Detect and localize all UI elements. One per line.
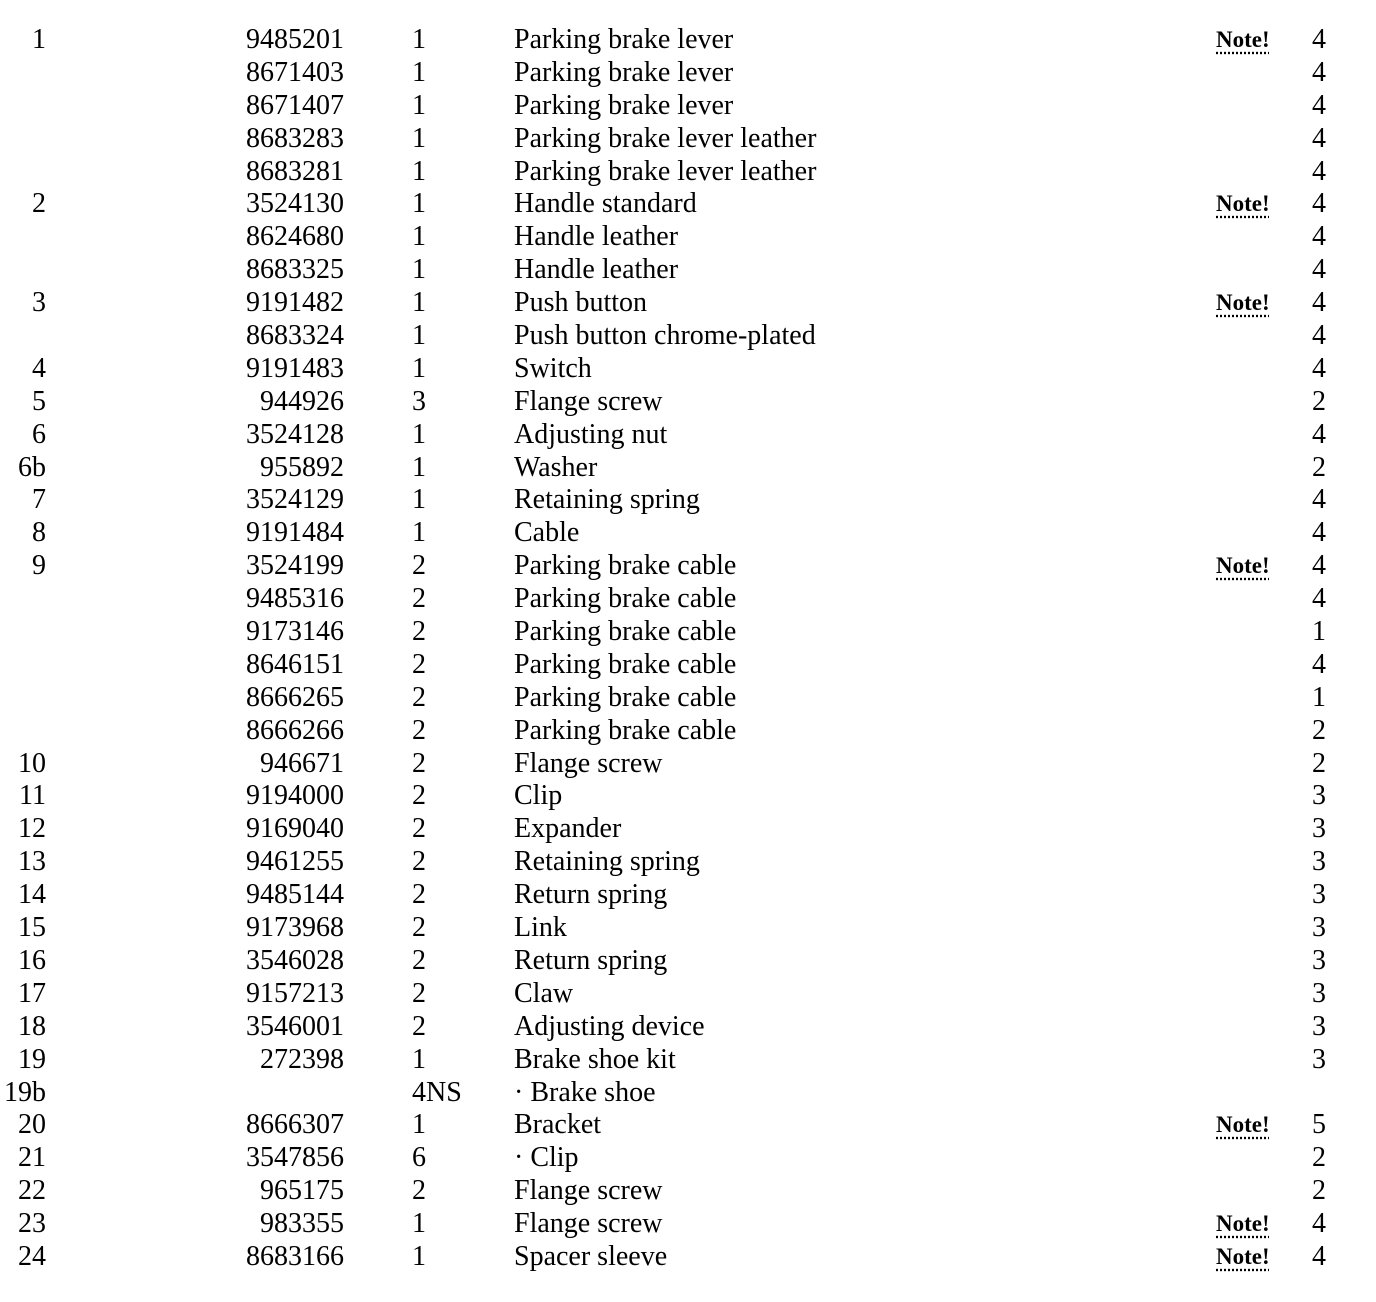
table-row [0,254,1376,287]
part-number: 9191483 [246,352,344,384]
part-description: Parking brake cable [514,714,737,746]
note-link[interactable]: Note! [1216,1112,1270,1138]
group-number: 4 [1312,155,1326,187]
note-link[interactable]: Note! [1216,27,1270,52]
quantity: 2 [412,681,426,713]
group-number: 4 [1312,484,1326,516]
group-number: 1 [1312,681,1326,713]
part-description: Expander [514,813,622,845]
part-number: 3524199 [246,550,344,582]
table-row [0,1011,1376,1044]
group-number: 4 [1312,24,1326,55]
group-number: 2 [1312,714,1326,746]
group-number: 4 [1312,56,1326,88]
group-number: 4 [1312,320,1326,352]
table-row [0,550,1376,583]
part-number: 8671407 [246,89,344,121]
part-description: Claw [514,977,574,1009]
note-link[interactable]: Note! [1216,290,1270,316]
quantity: 1 [412,1043,426,1075]
group-number: 2 [1312,1175,1326,1207]
quantity: 2 [412,583,426,615]
group-number: 4 [1312,122,1326,154]
note-link[interactable]: Note! [1216,553,1270,579]
part-number: 9461255 [246,846,344,878]
quantity: 1 [412,24,426,55]
table-row [0,583,1376,616]
part-description: Adjusting nut [514,418,668,450]
part-number: 8683324 [246,320,344,352]
table-row [0,813,1376,846]
table-row [0,188,1376,221]
part-description: Washer [514,451,598,483]
table-row [0,1109,1376,1142]
part-number: 9191484 [246,517,344,549]
position-number: 24 [18,1240,46,1272]
part-description: Link [514,912,567,944]
part-description: Retaining spring [514,484,700,516]
quantity: 1 [412,418,426,450]
quantity: 2 [412,550,426,582]
position-number: 3 [32,287,46,319]
table-row [0,452,1376,485]
group-number: 4 [1312,1208,1326,1240]
part-description: Adjusting device [514,1010,705,1042]
part-number: 946671 [260,747,344,779]
position-number: 10 [18,747,46,779]
table-row [0,1142,1376,1175]
position-number: 14 [18,879,46,911]
position-number: 4 [32,352,46,384]
group-number: 4 [1312,89,1326,121]
table-row [0,287,1376,320]
part-number: 3547856 [246,1142,344,1174]
group-number: 4 [1312,188,1326,220]
table-row [0,57,1376,90]
group-number: 4 [1312,517,1326,549]
table-row [0,1044,1376,1077]
part-description: · Brake shoe [514,1076,656,1108]
position-number: 19b [4,1076,46,1108]
part-description: Parking brake cable [514,681,737,713]
part-number: 9157213 [246,977,344,1009]
group-number: 3 [1312,846,1326,878]
part-description: Flange screw [514,1175,663,1207]
part-number: 983355 [260,1208,344,1240]
table-row [0,24,1376,57]
part-number: 8666307 [246,1109,344,1141]
group-number: 2 [1312,1142,1326,1174]
part-number: 8646151 [246,648,344,680]
quantity: 1 [412,1109,426,1141]
part-description: Parking brake cable [514,583,737,615]
position-number: 17 [18,977,46,1009]
part-description: Push button [514,287,648,319]
table-row [0,484,1376,517]
part-description: Bracket [514,1109,602,1141]
part-number: 965175 [260,1175,344,1207]
part-number: 8683283 [246,122,344,154]
part-number: 9191482 [246,287,344,319]
position-number: 11 [19,780,46,812]
table-row [0,879,1376,912]
part-description: Flange screw [514,747,663,779]
part-number: 9169040 [246,813,344,845]
part-number: 3546028 [246,944,344,976]
part-number: 9173146 [246,616,344,648]
quantity: 3 [412,385,426,417]
part-description: Cable [514,517,580,549]
quantity: 1 [412,122,426,154]
group-number: 4 [1312,648,1326,680]
quantity: 6 [412,1142,426,1174]
group-number: 3 [1312,977,1326,1009]
quantity: 2 [412,813,426,845]
part-description: Brake shoe kit [514,1043,676,1075]
group-number: 3 [1312,813,1326,845]
part-number: 3546001 [246,1010,344,1042]
part-description: Return spring [514,879,668,911]
position-number: 13 [18,846,46,878]
quantity: 1 [412,56,426,88]
part-description: Parking brake cable [514,550,737,582]
part-number: 9485201 [246,24,344,55]
position-number: 18 [18,1010,46,1042]
part-description: Handle leather [514,254,679,286]
position-number: 5 [32,385,46,417]
group-number: 2 [1312,451,1326,483]
group-number: 3 [1312,879,1326,911]
quantity: 1 [412,1208,426,1240]
quantity: 1 [412,352,426,384]
position-number: 21 [18,1142,46,1174]
quantity: 1 [412,1240,426,1272]
quantity: 2 [412,648,426,680]
table-row [0,90,1376,123]
table-row [0,945,1376,978]
part-number: 3524128 [246,418,344,450]
part-number: 9173968 [246,912,344,944]
part-description: Parking brake lever leather [514,122,817,154]
position-number: 2 [32,188,46,220]
table-row [0,780,1376,813]
part-number: 8683325 [246,254,344,286]
group-number: 4 [1312,221,1326,253]
position-number: 19 [18,1043,46,1075]
table-row [0,978,1376,1011]
quantity: 1 [412,155,426,187]
table-row [0,748,1376,781]
table-row [0,123,1376,156]
part-description: Flange screw [514,385,663,417]
table-row [0,156,1376,189]
quantity: 1 [412,287,426,319]
quantity: 2 [412,1175,426,1207]
table-row [0,221,1376,254]
part-number: 9485144 [246,879,344,911]
quantity: 2 [412,1010,426,1042]
table-row [0,616,1376,649]
quantity: 4NS [412,1076,462,1108]
group-number: 3 [1312,780,1326,812]
quantity: 2 [412,912,426,944]
quantity: 2 [412,944,426,976]
table-row [0,1241,1376,1274]
quantity: 1 [412,320,426,352]
part-number: 272398 [260,1043,344,1075]
part-description: Clip [514,780,563,812]
part-description: Parking brake lever leather [514,155,817,187]
part-number: 8624680 [246,221,344,253]
part-number: 944926 [260,385,344,417]
quantity: 1 [412,517,426,549]
table-row [0,846,1376,879]
position-number: 6b [18,451,46,483]
position-number: 7 [32,484,46,516]
part-number: 9485316 [246,583,344,615]
part-description: Parking brake lever [514,89,734,121]
part-description: Switch [514,352,592,384]
part-number: 955892 [260,451,344,483]
quantity: 1 [412,254,426,286]
group-number: 2 [1312,747,1326,779]
quantity: 2 [412,616,426,648]
quantity: 2 [412,780,426,812]
part-description: Parking brake cable [514,616,737,648]
table-row [0,715,1376,748]
group-number: 4 [1312,583,1326,615]
position-number: 15 [18,912,46,944]
part-number: 8671403 [246,56,344,88]
table-row [0,419,1376,452]
group-number: 4 [1312,287,1326,319]
part-description: Parking brake lever [514,24,734,55]
table-row [0,912,1376,945]
position-number: 1 [32,24,46,55]
part-number: 8666266 [246,714,344,746]
table-row [0,353,1376,386]
note-link[interactable]: Note! [1216,1211,1270,1237]
quantity: 2 [412,846,426,878]
table-row [0,1077,1376,1110]
position-number: 23 [18,1208,46,1240]
quantity: 1 [412,89,426,121]
quantity: 2 [412,714,426,746]
position-number: 22 [18,1175,46,1207]
quantity: 2 [412,879,426,911]
group-number: 3 [1312,912,1326,944]
group-number: 2 [1312,385,1326,417]
part-description: Parking brake cable [514,648,737,680]
group-number: 3 [1312,1010,1326,1042]
table-row [0,1208,1376,1241]
table-row [0,1175,1376,1208]
part-number: 8683281 [246,155,344,187]
table-row [0,517,1376,550]
part-description: Return spring [514,944,668,976]
position-number: 16 [18,944,46,976]
quantity: 2 [412,747,426,779]
part-number: 8683166 [246,1240,344,1272]
note-link[interactable]: Note! [1216,1243,1270,1269]
part-description: · Clip [514,1142,579,1174]
table-row [0,320,1376,353]
part-number: 8666265 [246,681,344,713]
group-number: 5 [1312,1109,1326,1141]
group-number: 4 [1312,550,1326,582]
part-description: Push button chrome-plated [514,320,816,352]
position-number: 8 [32,517,46,549]
group-number: 1 [1312,616,1326,648]
part-description: Spacer sleeve [514,1240,668,1272]
table-row [0,682,1376,715]
quantity: 1 [412,188,426,220]
group-number: 4 [1312,418,1326,450]
part-description: Handle leather [514,221,679,253]
position-number: 12 [18,813,46,845]
quantity: 2 [412,977,426,1009]
group-number: 4 [1312,254,1326,286]
position-number: 20 [18,1109,46,1141]
group-number: 4 [1312,352,1326,384]
part-description: Retaining spring [514,846,700,878]
quantity: 1 [412,484,426,516]
group-number: 4 [1312,1240,1326,1272]
position-number: 9 [32,550,46,582]
part-description: Parking brake lever [514,56,734,88]
part-number: 9194000 [246,780,344,812]
part-description: Handle standard [514,188,697,220]
quantity: 1 [412,221,426,253]
parts-list [0,24,1376,1274]
table-row [0,649,1376,682]
quantity: 1 [412,451,426,483]
position-number: 6 [32,418,46,450]
table-row [0,386,1376,419]
group-number: 3 [1312,944,1326,976]
note-link[interactable]: Note! [1216,191,1270,217]
group-number: 3 [1312,1043,1326,1075]
part-number: 3524130 [246,188,344,220]
part-number: 3524129 [246,484,344,516]
part-description: Flange screw [514,1208,663,1240]
